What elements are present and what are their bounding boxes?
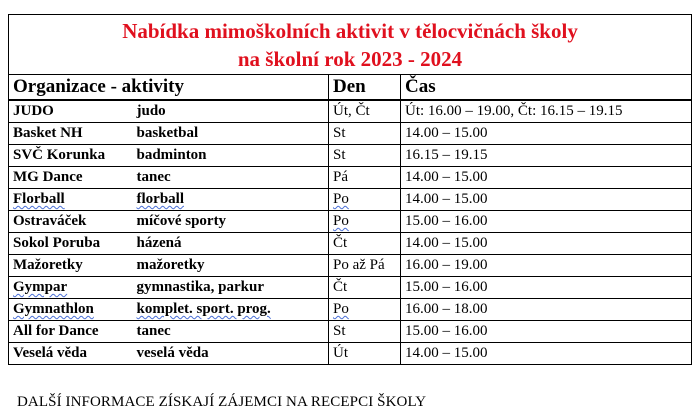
time-cell: 15.00 – 16.00 <box>401 211 692 233</box>
time-cell: 14.00 – 15.00 <box>401 123 692 145</box>
footer-note: DALŠÍ INFORMACE ZÍSKAJÍ ZÁJEMCI NA RECEPCI ŠKOLY <box>17 394 427 410</box>
time-cell: 16.00 – 19.00 <box>401 255 692 277</box>
day-text: Po <box>333 213 349 229</box>
activity-cell: basketbal <box>133 123 329 145</box>
time-cell: 16.00 – 18.00 <box>401 299 692 321</box>
title-line-2: na školní rok 2023 - 2024 <box>237 47 463 71</box>
day-cell: Čt <box>329 233 401 255</box>
activity-cell: tanec <box>133 321 329 343</box>
time-cell: 15.00 – 16.00 <box>401 277 692 299</box>
org-cell: Mažoretky <box>9 255 133 277</box>
time-cell: 16.15 – 19.15 <box>401 145 692 167</box>
table-row <box>9 189 692 211</box>
activity-cell: míčové sporty <box>133 211 329 233</box>
activity-cell: tanec <box>133 167 329 189</box>
table-row <box>9 321 692 343</box>
header-org: Organizace - aktivity <box>9 75 329 101</box>
org-cell: SVČ Korunka <box>9 145 133 167</box>
activities-table <box>8 14 692 365</box>
org-text: Gympar <box>13 279 68 295</box>
activity-cell: judo <box>133 100 329 123</box>
table-row <box>9 233 692 255</box>
table-row <box>9 123 692 145</box>
org-cell <box>9 277 133 299</box>
schedule-document <box>8 14 691 365</box>
table-title <box>9 15 692 75</box>
header-day: Den <box>329 75 401 101</box>
day-cell <box>329 211 401 233</box>
org-text: Gymnathlon <box>13 301 94 317</box>
day-text: Po <box>333 301 349 317</box>
org-cell: All for Dance <box>9 321 133 343</box>
org-text: Florball <box>13 191 65 207</box>
activity-cell <box>133 189 329 211</box>
day-cell: Po až Pá <box>329 255 401 277</box>
activity-cell: mažoretky <box>133 255 329 277</box>
activity-cell: badminton <box>133 145 329 167</box>
activity-cell <box>133 299 329 321</box>
day-cell: Čt <box>329 277 401 299</box>
day-cell <box>329 189 401 211</box>
org-cell: Sokol Poruba <box>9 233 133 255</box>
time-cell: 14.00 – 15.00 <box>401 233 692 255</box>
org-cell <box>9 299 133 321</box>
table-row <box>9 277 692 299</box>
table-row <box>9 167 692 189</box>
day-cell: St <box>329 321 401 343</box>
time-cell: 14.00 – 15.00 <box>401 189 692 211</box>
time-cell: 15.00 – 16.00 <box>401 321 692 343</box>
header-row <box>9 75 692 101</box>
title-line-1: Nabídka mimoškolních aktivit v tělocvičnách školy <box>122 19 578 43</box>
activity-text: florball <box>136 191 184 207</box>
table-row <box>9 299 692 321</box>
org-cell: MG Dance <box>9 167 133 189</box>
day-cell: Út, Čt <box>329 100 401 123</box>
time-cell: 14.00 – 15.00 <box>401 343 692 365</box>
table-row <box>9 255 692 277</box>
day-cell: St <box>329 145 401 167</box>
table-row <box>9 343 692 365</box>
header-time: Čas <box>401 75 692 101</box>
activity-cell: házená <box>133 233 329 255</box>
activity-text: komplet. sport. prog. <box>136 301 271 317</box>
day-cell: Út <box>329 343 401 365</box>
time-cell: 14.00 – 15.00 <box>401 167 692 189</box>
org-cell: Veselá věda <box>9 343 133 365</box>
day-cell: Pá <box>329 167 401 189</box>
org-cell <box>9 189 133 211</box>
table-row <box>9 100 692 123</box>
day-text: Po <box>333 191 349 207</box>
table-row <box>9 211 692 233</box>
day-cell <box>329 299 401 321</box>
org-cell: Basket NH <box>9 123 133 145</box>
org-cell: Ostraváček <box>9 211 133 233</box>
org-cell: JUDO <box>9 100 133 123</box>
day-cell: St <box>329 123 401 145</box>
activity-cell: veselá věda <box>133 343 329 365</box>
time-cell: Út: 16.00 – 19.00, Čt: 16.15 – 19.15 <box>401 100 692 123</box>
activity-cell: gymnastika, parkur <box>133 277 329 299</box>
table-row <box>9 145 692 167</box>
